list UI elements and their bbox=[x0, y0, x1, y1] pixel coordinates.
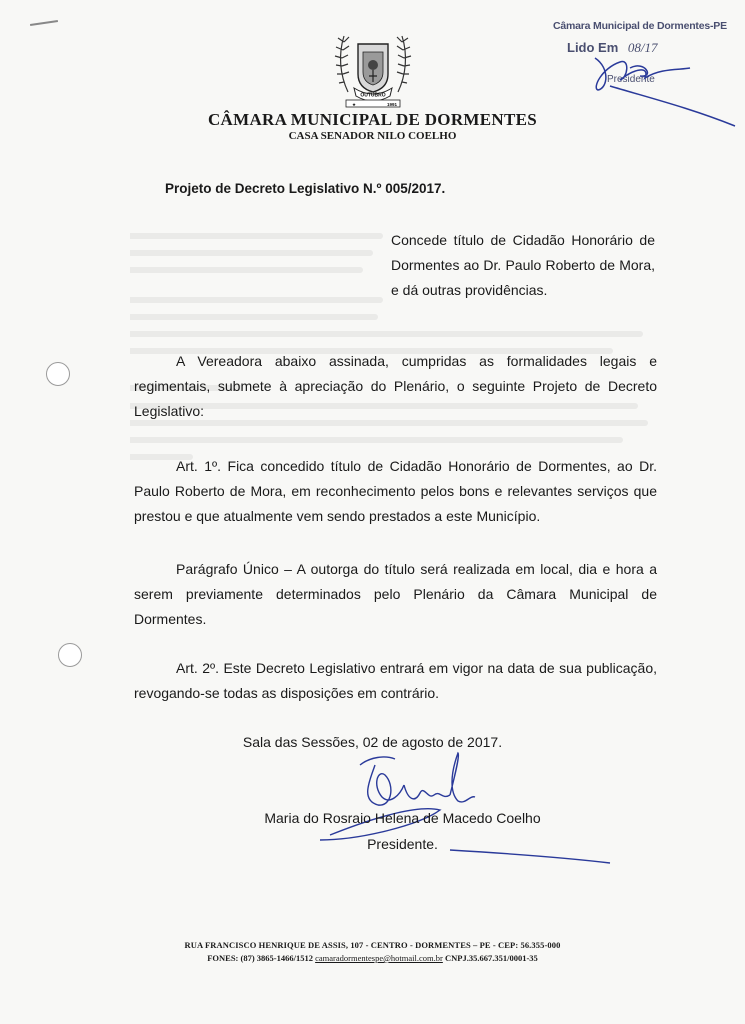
scan-mark bbox=[30, 20, 58, 26]
stamp-read-label: Lido Em bbox=[567, 40, 619, 55]
footer-cnpj: CNPJ.35.667.351/0001-35 bbox=[444, 953, 538, 963]
crest-year-text: 1991 bbox=[386, 102, 398, 107]
ementa-summary: Concede título de Cidadão Honorário de Dormentes ao Dr. Paulo Roberto de Mora, e dá outras providências. bbox=[391, 232, 655, 298]
punch-hole-top bbox=[46, 362, 70, 386]
place-and-date: Sala das Sessões, 02 de agosto de 2017. bbox=[242, 734, 503, 750]
crest-star-icon: ★ bbox=[351, 102, 357, 107]
intro-text: A Vereadora abaixo assinada, cumpridas as formalidades legais e regimentais, submete à apreciação do Plenário, o seguinte Projeto de Decreto Legislativo: bbox=[134, 353, 657, 419]
paragrafo-unico-text: Parágrafo Único – A outorga do título será realizada em local, dia e hora a serem previamente determinados pelo Plenário da Câmara Municipal de Dormentes. bbox=[134, 561, 657, 627]
stamp-president-label: Presidente bbox=[607, 74, 655, 85]
article-1 bbox=[134, 454, 657, 529]
municipal-crest-logo bbox=[330, 30, 416, 110]
article-1-text: Art. 1º. Fica concedido título de Cidadão Honorário de Dormentes, ao Dr. Paulo Roberto de Mora, em reconhecimento pelos bons e relevantes serviços que prestou e que atualmente vem sendo prestados a este Município. bbox=[134, 458, 657, 524]
article-2 bbox=[134, 656, 657, 706]
footer-phones: FONES: (87) 3865-1466/1512 bbox=[207, 953, 313, 963]
article-2-text: Art. 2º. Este Decreto Legislativo entrará em vigor na data de sua publicação, revogando-se todas as disposições em contrário. bbox=[134, 660, 657, 701]
project-title: Projeto de Decreto Legislativo N.º 005/2017. bbox=[165, 181, 446, 196]
crest-ribbon-text: OUTUBRO bbox=[360, 92, 386, 99]
chamber-subtitle: CASA SENADOR NILO COELHO bbox=[288, 130, 457, 142]
signer-role: Presidente. bbox=[367, 836, 438, 852]
intro-paragraph bbox=[134, 349, 657, 424]
stamp-signature-scribble bbox=[590, 38, 740, 128]
stamp-chamber-name: Câmara Municipal de Dormentes-PE bbox=[553, 20, 727, 32]
signer-name: Maria do Rosraio Helena de Macedo Coelho bbox=[264, 810, 541, 826]
footer-email-link[interactable]: camaradormentespe@hotmail.com.br bbox=[315, 953, 443, 963]
punch-hole-bottom bbox=[58, 643, 82, 667]
footer-address: RUA FRANCISCO HENRIQUE DE ASSIS, 107 - CENTRO - DORMENTES – PE - CEP: 56.355-000 bbox=[184, 940, 561, 950]
stamp-date: 08/17 bbox=[627, 40, 658, 55]
paragrafo-unico bbox=[134, 557, 657, 632]
footer-contacts bbox=[0, 953, 745, 963]
chamber-title: CÂMARA MUNICIPAL DE DORMENTES bbox=[207, 110, 538, 129]
